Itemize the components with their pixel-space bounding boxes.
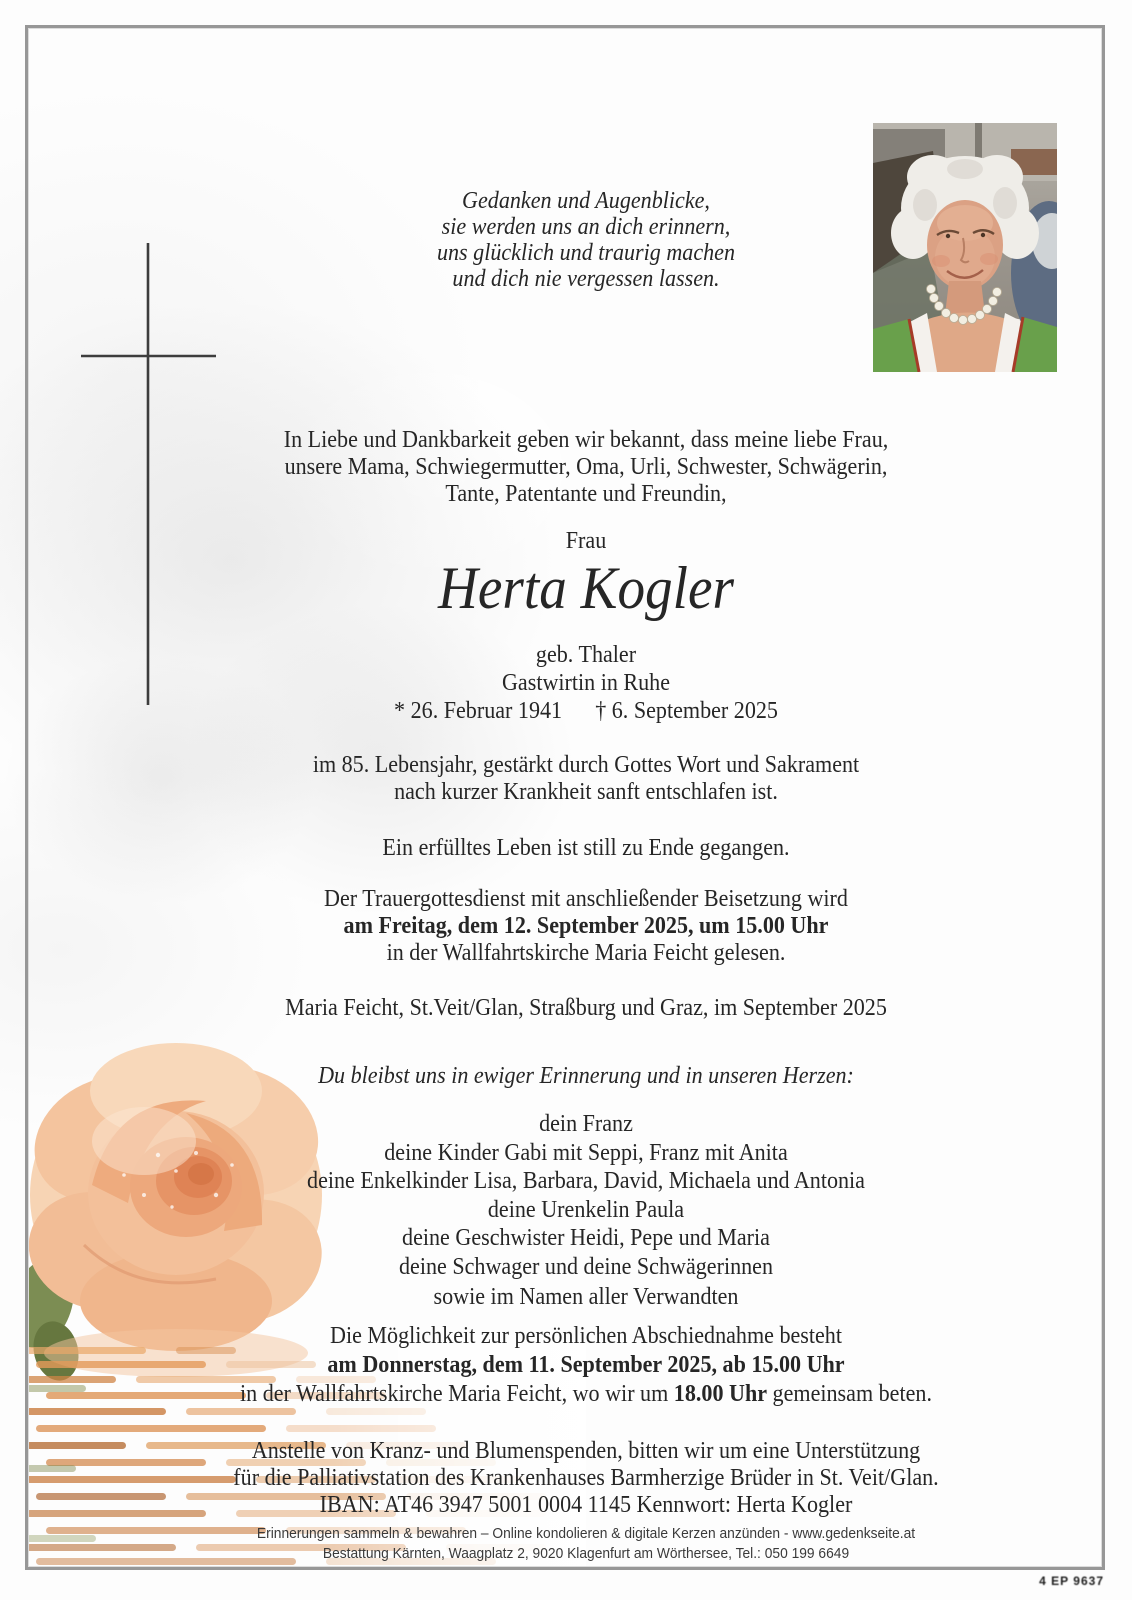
intro-line: Tante, Patentante und Freundin, bbox=[445, 481, 727, 507]
family-line: deine Urenkelin Paula bbox=[487, 1196, 685, 1223]
service-block bbox=[84, 886, 1089, 967]
family-closing: sowie im Namen aller Verwandten bbox=[433, 1284, 739, 1310]
poem-block bbox=[84, 188, 1089, 292]
family-line: dein Franz bbox=[539, 1111, 633, 1137]
family-line: deine Schwager und deine Schwägerinnen bbox=[398, 1253, 774, 1280]
birth-date: * 26. Februar 1941 bbox=[394, 698, 563, 724]
farewell-line: Die Möglichkeit zur persönlichen Abschiednahme besteht bbox=[329, 1323, 842, 1349]
salutation: Frau bbox=[565, 528, 607, 554]
remembrance-line: Du bleibst uns in ewiger Erinnerung und in unseren Herzen: bbox=[318, 1063, 854, 1089]
footer-line: Bestattung Kärnten, Waagplatz 2, 9020 Klagenfurt am Wörthersee, Tel.: 050 199 6649 bbox=[322, 1545, 850, 1562]
epitaph-line: Ein erfülltes Leben ist still zu Ende gegangen. bbox=[382, 835, 790, 861]
life-dates bbox=[84, 698, 1089, 725]
donation-line: für die Palliativstation des Krankenhauses Barmherzige Brüder in St. Veit/Glan. bbox=[233, 1465, 939, 1491]
passing-line: im 85. Lebensjahr, gestärkt durch Gottes Wort und Sakrament bbox=[312, 752, 860, 778]
death-date: † 6. September 2025 bbox=[595, 698, 778, 724]
farewell-datetime: am Donnerstag, dem 11. September 2025, ab 15.00 Uhr bbox=[327, 1352, 845, 1378]
donation-iban: IBAN: AT46 3947 5001 0004 1145 Kennwort: Herta Kogler bbox=[319, 1492, 853, 1518]
footer-line: Erinnerungen sammeln & bewahren – Online kondolieren & digitale Kerzen anzünden - www.gedenkseite.at bbox=[256, 1525, 916, 1542]
donation-block bbox=[84, 1438, 1089, 1519]
family-block bbox=[84, 1110, 1089, 1281]
farewell-location-prefix: in der Wallfahrtskirche Maria Feicht, wo wir um bbox=[240, 1381, 674, 1407]
intro-line: In Liebe und Dankbarkeit geben wir bekannt, dass meine liebe Frau, bbox=[283, 427, 889, 453]
deceased-name: Herta Kogler bbox=[438, 555, 734, 621]
family-line: deine Enkelkinder Lisa, Barbara, David, Michaela und Antonia bbox=[307, 1168, 865, 1194]
donation-line: Anstelle von Kranz- und Blumenspenden, bitten wir um eine Unterstützung bbox=[251, 1438, 921, 1464]
farewell-prayer-time: 18.00 Uhr bbox=[673, 1381, 768, 1407]
passing-line: nach kurzer Krankheit sanft entschlafen ist. bbox=[394, 779, 778, 805]
service-location: in der Wallfahrtskirche Maria Feicht gelesen. bbox=[386, 940, 786, 966]
farewell-block bbox=[84, 1322, 1089, 1409]
passing-block bbox=[84, 752, 1089, 806]
family-line: deine Kinder Gabi mit Seppi, Franz mit Anita bbox=[384, 1139, 788, 1166]
intro-line: unsere Mama, Schwiegermutter, Oma, Urli, Schwester, Schwägerin, bbox=[284, 454, 888, 480]
family-line: deine Geschwister Heidi, Pepe und Maria bbox=[402, 1225, 770, 1251]
poem-line: und dich nie vergessen lassen. bbox=[452, 266, 720, 292]
intro-block bbox=[84, 427, 1089, 508]
poem-line: Gedanken und Augenblicke, bbox=[462, 188, 710, 214]
service-line: Der Trauergottesdienst mit anschließender Beisetzung wird bbox=[324, 886, 848, 912]
occupation: Gastwirtin in Ruhe bbox=[501, 670, 671, 696]
poem-line: sie werden uns an dich erinnern, bbox=[441, 214, 731, 240]
dateline: Maria Feicht, St.Veit/Glan, Straßburg und Graz, im September 2025 bbox=[285, 995, 887, 1021]
maiden-name: geb. Thaler bbox=[535, 642, 637, 668]
print-code: 4 EP 9637 bbox=[1039, 1574, 1104, 1588]
service-datetime: am Freitag, dem 12. September 2025, um 15.00 Uhr bbox=[343, 913, 829, 939]
footer-block bbox=[84, 1524, 1089, 1564]
farewell-location-suffix: gemeinsam beten. bbox=[767, 1381, 932, 1407]
farewell-location bbox=[84, 1380, 1089, 1409]
poem-line: uns glücklich und traurig machen bbox=[436, 240, 736, 266]
